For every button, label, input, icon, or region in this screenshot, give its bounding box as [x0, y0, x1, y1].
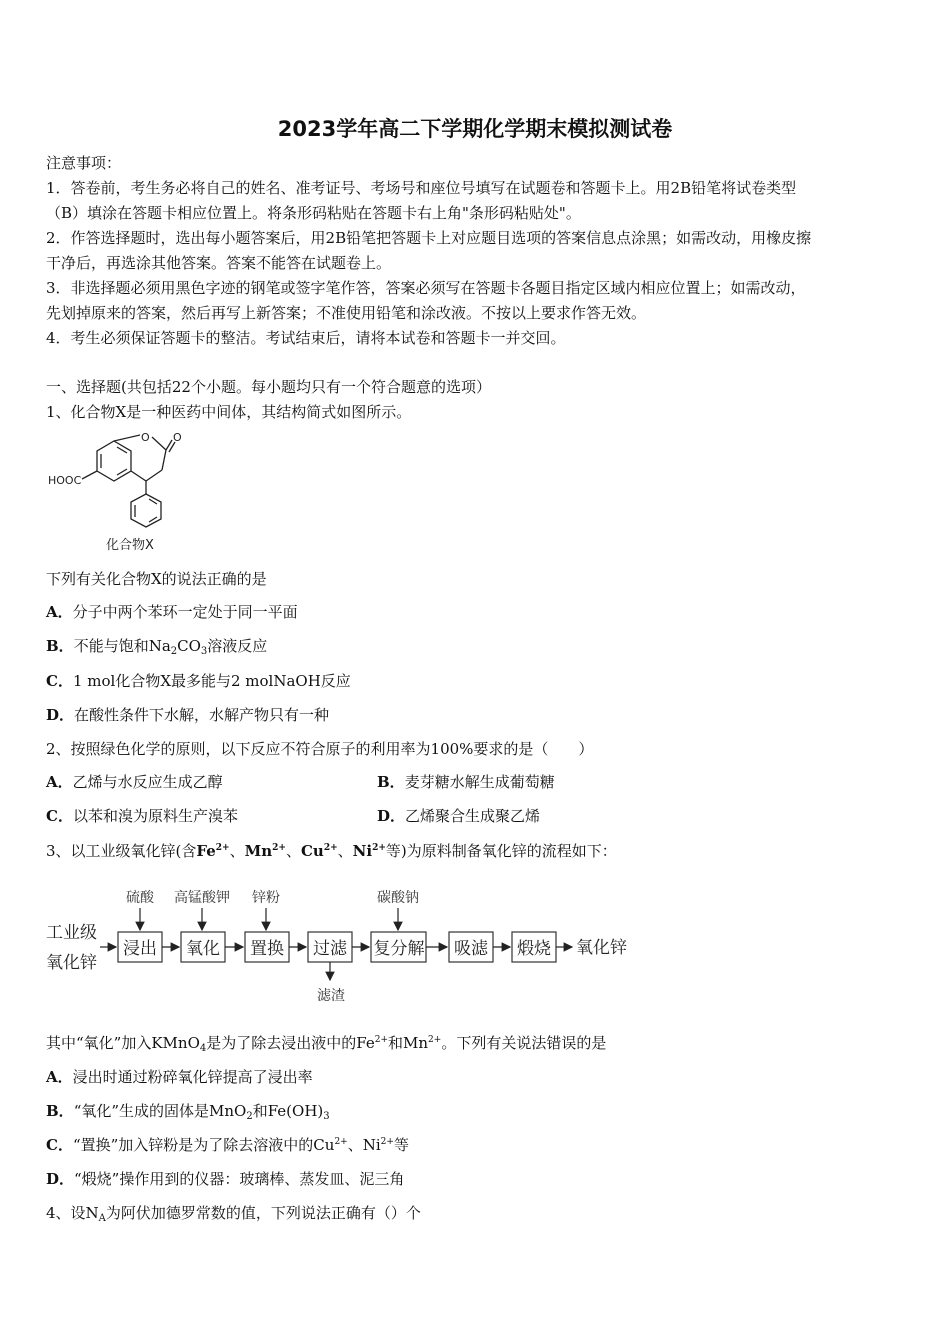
flow-product: 氧化锌: [576, 938, 627, 958]
flow-step-metathesis: 复分解: [373, 939, 425, 959]
flow-reagent-zinc: 锌粉: [252, 890, 280, 906]
notice-line: 4．考生必须保证答题卡的整洁。考试结束后，请将本试卷和答题卡一并交回。: [46, 329, 566, 347]
q3-question: 其中“氧化”加入KMnO$_4$是为了除去浸出液中的$Fe^{2+}$和$Mn^{2+}$。下列有关说法错误的是: [46, 1034, 607, 1054]
flow-step-replacement: 置换: [250, 939, 284, 959]
notice-line: 干净后，再选涂其他答案。答案不能答在试题卷上。: [46, 254, 392, 272]
q2-option-d: D．乙烯聚合生成聚乙烯: [377, 807, 541, 825]
q4-stem: 4、设$N_A$为阿伏加德罗常数的值，下列说法正确有（）个: [46, 1204, 421, 1224]
notice-line: 3．非选择题必须用黑色字迹的钢笔或签字笔作答，答案必须写在答题卡各题目指定区域内相应位置上；如需改动，: [46, 279, 806, 297]
notice-line: 2．作答选择题时，选出每小题答案后，用2B铅笔把答题卡上对应题目选项的答案信息点涂黑；如需改动，用橡皮擦: [46, 229, 812, 247]
ring-oxygen-label: O: [141, 431, 150, 444]
q1-question: 下列有关化合物X的说法正确的是: [46, 570, 267, 588]
flow-step-filtration: 过滤: [313, 939, 347, 959]
hooc-label: HOOC: [48, 474, 82, 487]
notice-line: 1．答卷前，考生务必将自己的姓名、准考证号、考场号和座位号填写在试题卷和答题卡上。用2B铅笔将试卷类型: [46, 179, 797, 197]
q1-stem: 1、化合物X是一种医药中间体，其结构简式如图所示。: [46, 403, 412, 421]
q3-option-d: D．“煅烧”操作用到的仪器：玻璃棒、蒸发皿、泥三角: [46, 1170, 405, 1188]
flow-residue: 滤渣: [317, 988, 345, 1004]
flow-reagent-sulfuric-acid: 硫酸: [126, 890, 154, 906]
flow-reagent-na2co3: 碳酸钠: [377, 890, 419, 906]
compound-x-structure: [44, 428, 194, 558]
q1-option-a: A．分子中两个苯环一定处于同一平面: [46, 603, 298, 621]
q2-option-a: A．乙烯与水反应生成乙醇: [46, 773, 223, 791]
carbonyl-oxygen-label: O: [173, 431, 182, 444]
q1-option-d: D．在酸性条件下水解，水解产物只有一种: [46, 706, 330, 724]
q3-option-c: C．“置换”加入锌粉是为了除去溶液中的$Cu^{2+}$、$Ni^{2+}$等: [46, 1136, 409, 1154]
q2-option-c: C．以苯和溴为原料生产溴苯: [46, 807, 238, 825]
q2-stem: 2、按照绿色化学的原则，以下反应不符合原子的利用率为100%要求的是（ ）: [46, 740, 594, 758]
process-flowchart: [44, 880, 644, 1010]
flow-step-oxidation: 氧化: [186, 939, 220, 959]
q3-option-a: A．浸出时通过粉碎氧化锌提高了浸出率: [46, 1068, 313, 1086]
notice-line: 先划掉原来的答案，然后再写上新答案；不准使用铅笔和涂改液。不按以上要求作答无效。: [46, 304, 647, 322]
q3-stem: 3、以工业级氧化锌(含$Fe^{2+}$、$Mn^{2+}$、$Cu^{2+}$、$Ni^{2+}$等)为原料制备氧化锌的流程如下：: [46, 842, 617, 860]
section-heading: 一、选择题(共包括22个小题。每小题均只有一个符合题意的选项）: [46, 378, 491, 396]
flow-start-line2: 氧化锌: [46, 953, 97, 973]
page-title: 2023学年高二下学期化学期末模拟测试卷: [277, 117, 673, 141]
q1-option-b: B．不能与饱和$Na_2CO_3$溶液反应: [46, 637, 268, 657]
flow-step-suction: 吸滤: [454, 939, 488, 959]
flow-start-line1: 工业级: [46, 923, 97, 943]
q2-option-b: B．麦芽糖水解生成葡萄糖: [377, 773, 555, 791]
compound-caption: 化合物X: [106, 538, 154, 553]
flow-step-calcination: 煅烧: [517, 939, 551, 959]
notice-line: （B）填涂在答题卡相应位置上。将条形码粘贴在答题卡右上角"条形码粘贴处"。: [46, 204, 581, 222]
q1-option-c: C．1 mol化合物X最多能与2 molNaOH反应: [46, 672, 351, 690]
flow-step-leaching: 浸出: [123, 939, 157, 959]
notice-heading: 注意事项：: [46, 154, 122, 172]
q3-option-b: B．“氧化”生成的固体是MnO$_2$和$Fe(OH)_3$: [46, 1102, 330, 1122]
flow-reagent-kmno4: 高锰酸钾: [174, 890, 230, 906]
